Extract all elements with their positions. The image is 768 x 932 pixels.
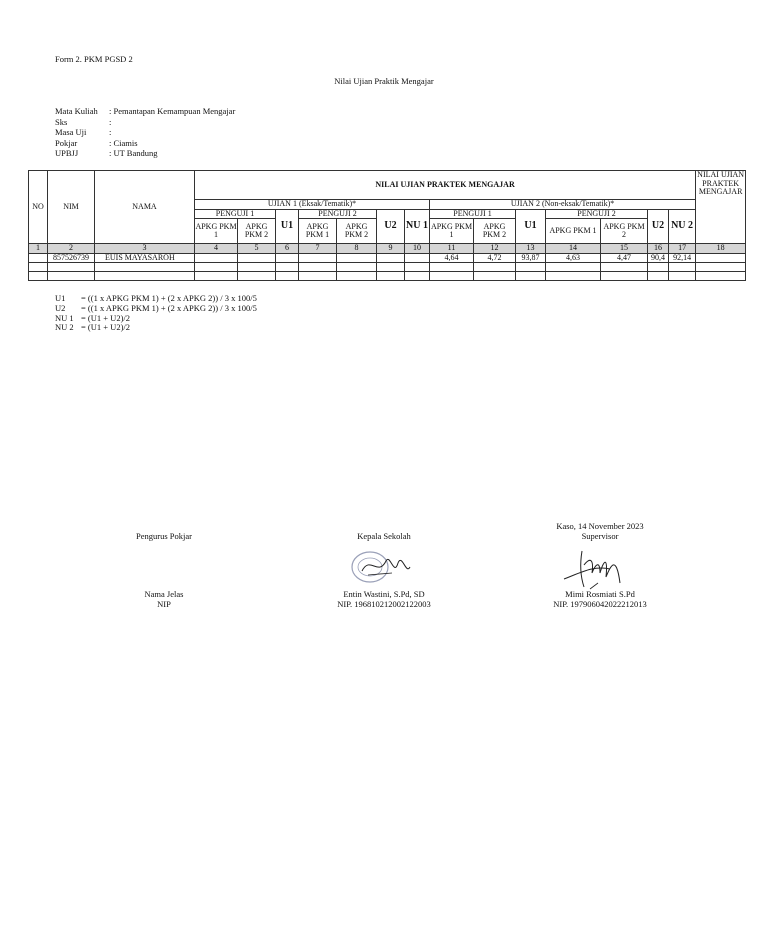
info-value: : UT Bandung: [109, 148, 158, 158]
header-apkg-pkm-2: APKG PKM 2: [337, 219, 377, 244]
column-number: 17: [669, 244, 696, 254]
column-number: 1: [29, 244, 48, 254]
cell: [669, 272, 696, 281]
cell: [276, 263, 299, 272]
column-number: 6: [276, 244, 299, 254]
column-number: 4: [195, 244, 238, 254]
school-stamp-icon: [348, 547, 414, 585]
document-title: Nilai Ujian Praktik Mengajar: [334, 76, 434, 86]
table-row: [29, 263, 746, 272]
info-value: : Ciamis: [109, 137, 138, 148]
cell: [430, 272, 474, 281]
pokjar-role: Pengurus Pokjar: [136, 531, 192, 541]
course-info: [55, 106, 235, 159]
cell-score: 90,4: [648, 253, 669, 263]
cell: [669, 263, 696, 272]
cell: [48, 263, 95, 272]
header-ujian2-u2: U2: [648, 209, 669, 244]
cell: [299, 272, 337, 281]
header-nu1: NU 1: [405, 209, 430, 244]
header-ujian1-penguji-2: PENGUJI 2: [299, 209, 377, 219]
cell-score: 92,14: [669, 253, 696, 263]
header-apkg-pkm-1: APKG PKM 1: [299, 219, 337, 244]
table-row: [29, 253, 746, 263]
cell-score: 4,63: [546, 253, 601, 263]
header-ujian-1: UJIAN 1 (Eksak/Tematik)*: [195, 200, 430, 210]
place-date: Kaso, 14 November 2023: [556, 521, 644, 531]
column-number: 18: [696, 244, 746, 254]
cell: [377, 253, 405, 263]
cell: [337, 263, 377, 272]
cell: [601, 263, 648, 272]
formula-key: U2: [55, 302, 66, 313]
header-ujian-2: UJIAN 2 (Non-eksak/Tematik)*: [430, 200, 696, 210]
column-number: 9: [377, 244, 405, 254]
cell: [95, 272, 195, 281]
info-value: :: [109, 127, 112, 137]
cell: [648, 263, 669, 272]
column-number: 8: [337, 244, 377, 254]
cell: [299, 253, 337, 263]
cell-nama: EUIS MAYASAROH: [95, 253, 195, 263]
column-number: 16: [648, 244, 669, 254]
formula-value: = ((1 x APKG PKM 1) + (2 x APKG 2)) / 3 x 100/5: [81, 293, 257, 303]
cell: [474, 263, 516, 272]
column-number: 13: [516, 244, 546, 254]
formula-value: = ((1 x APKG PKM 1) + (2 x APKG 2)) / 3 x 100/5: [81, 302, 257, 313]
cell-score: 4,64: [430, 253, 474, 263]
header-apkg-pkm-2: APKG PKM 2: [238, 219, 276, 244]
header-nama: NAMA: [95, 171, 195, 244]
info-value: : Pemantapan Kemampuan Mengajar: [109, 106, 236, 116]
cell: [405, 272, 430, 281]
column-number: 2: [48, 244, 95, 254]
cell: [337, 253, 377, 263]
cell-score: 93,87: [516, 253, 546, 263]
info-label: Mata Kuliah: [55, 106, 98, 116]
supervisor-signature-icon: [560, 543, 634, 591]
cell: [195, 263, 238, 272]
info-row-period: [55, 127, 235, 138]
column-number: 14: [546, 244, 601, 254]
header-apkg-pkm-2: APKG PKM 2: [474, 219, 516, 244]
cell-score: 4,47: [601, 253, 648, 263]
formula-notes: [55, 294, 257, 333]
info-row-upbjj: [55, 148, 235, 159]
cell-score: 4,72: [474, 253, 516, 263]
cell: [377, 272, 405, 281]
table-row: [29, 272, 746, 281]
header-ujian2-u1: U1: [516, 209, 546, 244]
header-nu2: NU 2: [669, 209, 696, 244]
cell: [337, 272, 377, 281]
header-ujian1-u2: U2: [377, 209, 405, 244]
column-number: 12: [474, 244, 516, 254]
header-ujian2-penguji-1: PENGUJI 1: [430, 209, 516, 219]
cell: [276, 272, 299, 281]
cell: [648, 272, 669, 281]
header-ujian1-u1: U1: [276, 209, 299, 244]
cell: [696, 263, 746, 272]
cell: [696, 272, 746, 281]
column-number-row: [29, 244, 746, 254]
pokjar-nip: NIP: [157, 599, 171, 609]
cell: [48, 272, 95, 281]
supervisor-nip: NIP. 197906042022212013: [553, 599, 647, 609]
column-number: 3: [95, 244, 195, 254]
cell: [29, 272, 48, 281]
supervisor-name: Mimi Rosmiati S.Pd: [565, 589, 635, 599]
formula-value: = (U1 + U2)/2: [81, 322, 131, 333]
header-apkg-pkm-2: APKG PKM 2: [601, 219, 648, 244]
cell: [601, 272, 648, 281]
header-final-score: NILAI UJIAN PRAKTEK MENGAJAR: [696, 171, 746, 244]
cell: [546, 263, 601, 272]
cell: [276, 253, 299, 263]
column-number: 11: [430, 244, 474, 254]
formula-key: NU 2: [55, 322, 74, 333]
info-label: Sks: [55, 116, 68, 127]
info-label: UPBJJ: [55, 148, 79, 158]
formula-value: = (U1 + U2)/2: [81, 312, 131, 323]
cell: [405, 253, 430, 263]
cell: [29, 263, 48, 272]
cell-nim: 857526739: [48, 253, 95, 263]
info-row-course: [55, 106, 235, 117]
score-table: [28, 170, 746, 281]
cell: [299, 263, 337, 272]
cell: [195, 253, 238, 263]
cell: [474, 272, 516, 281]
principal-nip: NIP. 196810212002122003: [337, 599, 431, 609]
header-apkg-pkm-1: APKG PKM 1: [546, 219, 601, 244]
cell: [516, 263, 546, 272]
info-value: :: [109, 116, 112, 127]
column-number: 15: [601, 244, 648, 254]
header-apkg-pkm-1: APKG PKM 1: [430, 219, 474, 244]
cell-no: [29, 253, 48, 263]
column-number: 5: [238, 244, 276, 254]
header-no: NO: [29, 171, 48, 244]
cell: [516, 272, 546, 281]
header-apkg-pkm-1: APKG PKM 1: [195, 219, 238, 244]
info-row-sks: [55, 117, 235, 128]
cell: [238, 272, 276, 281]
form-code: Form 2. PKM PGSD 2: [55, 54, 133, 64]
cell: [430, 263, 474, 272]
formula-key: NU 1: [55, 312, 74, 323]
supervisor-role: Supervisor: [581, 531, 619, 541]
pokjar-name: Nama Jelas: [144, 589, 184, 599]
header-ujian1-penguji-1: PENGUJI 1: [195, 209, 276, 219]
cell-final: [696, 253, 746, 263]
column-number: 10: [405, 244, 430, 254]
info-label: Pokjar: [55, 137, 78, 148]
cell: [546, 272, 601, 281]
principal-role: Kepala Sekolah: [357, 531, 411, 541]
cell: [95, 263, 195, 272]
formula-row: [55, 323, 257, 333]
header-nim: NIM: [48, 171, 95, 244]
cell: [238, 263, 276, 272]
cell: [377, 263, 405, 272]
info-label: Masa Uji: [55, 127, 87, 137]
principal-name: Entin Wastini, S.Pd, SD: [343, 589, 425, 599]
cell: [195, 272, 238, 281]
header-main: NILAI UJIAN PRAKTEK MENGAJAR: [195, 171, 696, 200]
formula-key: U1: [55, 293, 66, 303]
column-number: 7: [299, 244, 337, 254]
info-row-pokjar: [55, 138, 235, 149]
cell: [405, 263, 430, 272]
cell: [238, 253, 276, 263]
header-ujian2-penguji-2: PENGUJI 2: [546, 209, 648, 219]
